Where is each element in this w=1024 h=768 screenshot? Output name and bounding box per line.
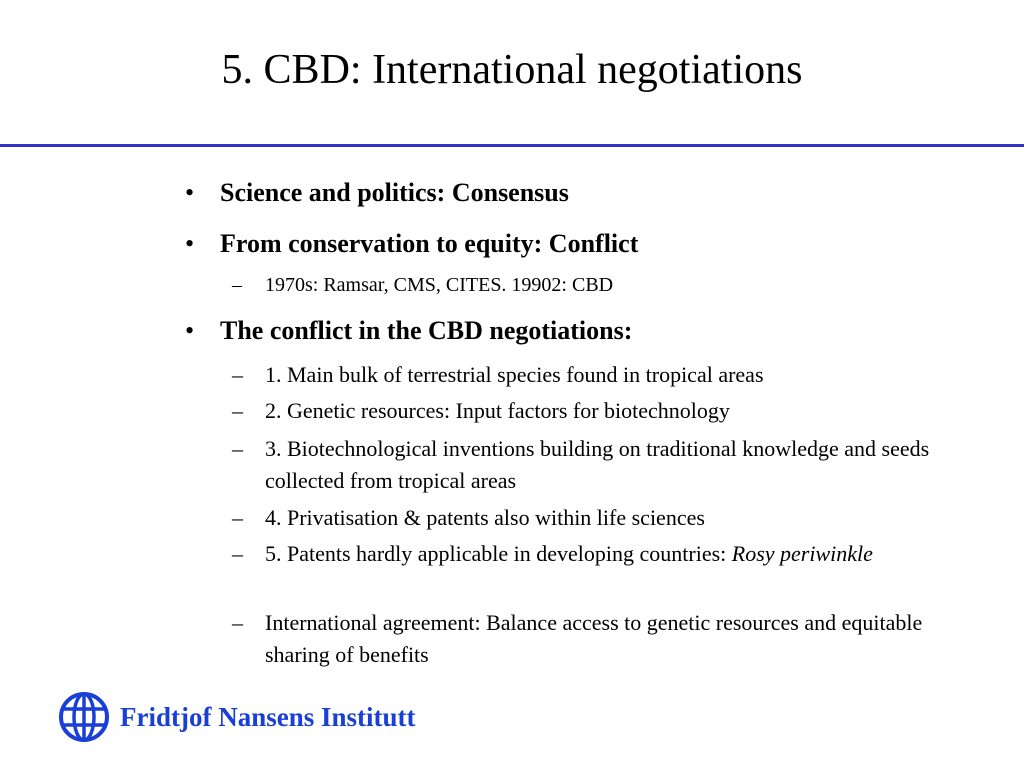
bullet-text: The conflict in the CBD negotiations:: [220, 316, 633, 345]
bullet-marker: •: [185, 316, 195, 345]
sub-bullet-text-plain: 5. Patents hardly applicable in developing countries:: [265, 541, 732, 566]
sub-bullet-text: 2. Genetic resources: Input factors for biotechnology: [265, 398, 730, 423]
sub-bullet-marker: –: [232, 362, 243, 387]
sub-bullet-text: International agreement: Balance access to genetic resources and equitable sharing of benefits: [265, 610, 923, 667]
sub-bullet-marker: –: [232, 436, 243, 461]
sub-bullet-text: [265, 538, 935, 570]
sub-bullet-marker: –: [232, 398, 243, 423]
sub-bullet-text: 1970s: Ramsar, CMS, CITES. 19902: CBD: [265, 274, 614, 296]
sub-bullet-text: 3. Biotechnological inventions building on traditional knowledge and seeds collected from tropical areas: [265, 436, 930, 493]
bullet-text: From conservation to equity: Conflict: [220, 229, 639, 258]
sub-bullet-text: 1. Main bulk of terrestrial species found in tropical areas: [265, 362, 764, 387]
sub-bullet-text: 4. Privatisation & patents also within life sciences: [265, 505, 705, 530]
bullet-marker: •: [185, 229, 195, 258]
title-divider: [0, 144, 1024, 147]
sub-bullet-marker: –: [232, 274, 242, 296]
sub-bullet-marker: –: [232, 541, 243, 566]
bullet-text: Science and politics: Consensus: [220, 178, 569, 207]
globe-icon: [57, 690, 111, 744]
organization-name: Fridtjof Nansens Institutt: [120, 702, 416, 732]
sub-bullet-marker: –: [232, 610, 243, 635]
slide-title: 5. CBD: International negotiations: [221, 47, 803, 93]
bullet-marker: •: [185, 178, 195, 207]
species-name: Rosy periwinkle: [731, 541, 873, 566]
sub-bullet-marker: –: [232, 505, 243, 530]
